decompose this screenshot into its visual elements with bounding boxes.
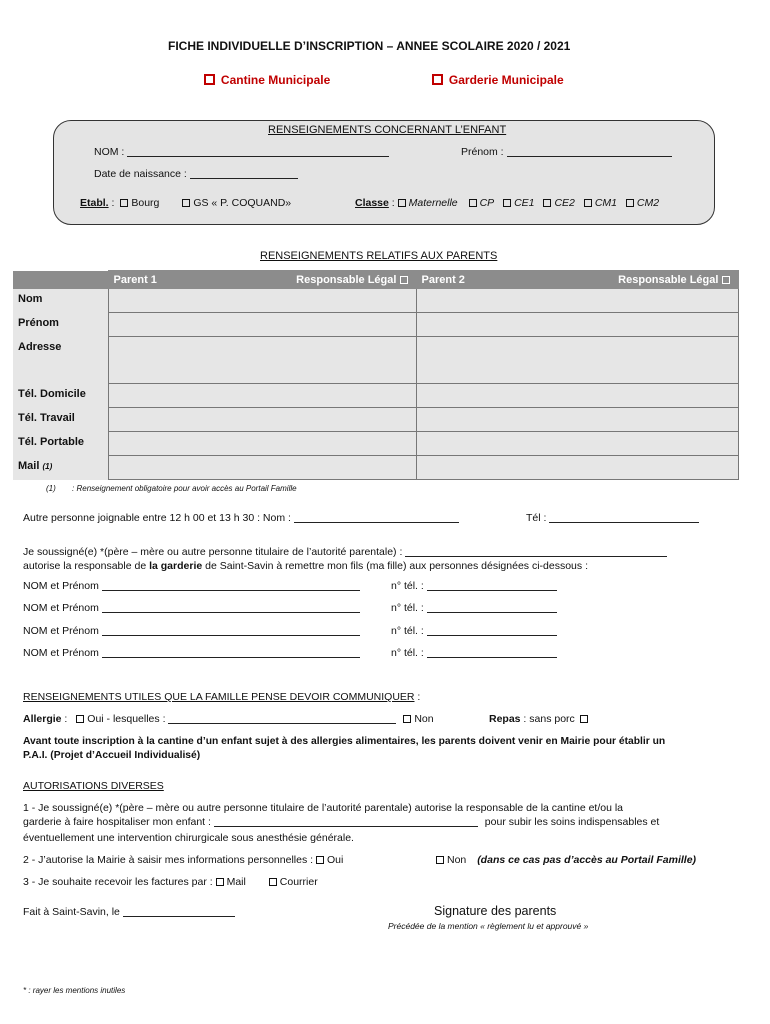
- utiles-heading-colon: :: [414, 691, 421, 703]
- repas-row[interactable]: [489, 713, 591, 725]
- cantine-label: Cantine Municipale: [220, 73, 331, 87]
- allergie-row: [23, 713, 434, 725]
- resp1-label: Responsable Légal: [296, 273, 397, 286]
- autre-personne-label: Autre personne joignable entre 12 h 00 et 13 h 30 : Nom :: [23, 512, 291, 524]
- enfant-section: [53, 120, 715, 225]
- soussigne-line2: [23, 560, 588, 572]
- col-parent2: Parent 2: [421, 273, 465, 286]
- checkbox-bourg[interactable]: [120, 199, 128, 207]
- autre-personne-line[interactable]: [294, 512, 459, 523]
- soussigne-line1[interactable]: [23, 546, 667, 558]
- personne-nom-label: NOM et Prénom: [23, 647, 99, 659]
- signature-note: Précédée de la mention « règlement lu et approuvé »: [388, 921, 589, 931]
- date-line[interactable]: [123, 906, 235, 917]
- checkbox-a2-oui[interactable]: [316, 856, 324, 864]
- autorisation-1-line2-pre: garderie à faire hospitaliser mon enfant :: [23, 816, 211, 828]
- personne-nom-label: NOM et Prénom: [23, 580, 99, 592]
- autorisation-2-text: 2 - J’autorise la Mairie à saisir mes informations personnelles :: [23, 854, 314, 866]
- personne-4-tel[interactable]: [391, 647, 557, 659]
- allergie-label: Allergie: [23, 713, 62, 725]
- autorisation-1-line3: éventuellement une intervention chirurgicale sous anesthésie générale.: [23, 832, 354, 844]
- footer-note: * : rayer les mentions inutiles: [23, 986, 126, 995]
- checkbox-ce2[interactable]: [543, 199, 551, 207]
- ce1-label: CE1: [514, 197, 535, 209]
- utiles-heading-row: [23, 691, 420, 703]
- checkbox-cantine[interactable]: [204, 74, 215, 85]
- mail-label: Mail: [18, 459, 40, 472]
- gs-label: GS « P. COQUAND»: [193, 197, 292, 209]
- enfant-heading: RENSEIGNEMENTS CONCERNANT L’ENFANT: [268, 124, 507, 136]
- allergie-oui[interactable]: [76, 713, 165, 725]
- table-row: [13, 313, 738, 337]
- parent2-tel-domicile-cell[interactable]: [416, 384, 738, 408]
- parents-heading: RENSEIGNEMENTS RELATIFS AUX PARENTS: [260, 250, 498, 262]
- naissance-field[interactable]: [94, 168, 298, 180]
- checkbox-resp1[interactable]: [400, 276, 408, 284]
- checkbox-ce1[interactable]: [503, 199, 511, 207]
- checkbox-garderie[interactable]: [432, 74, 443, 85]
- hospital-line[interactable]: [214, 816, 478, 827]
- etabl-colon: :: [108, 197, 115, 209]
- row-label-adresse: Adresse: [13, 337, 108, 384]
- soussigne-line2-pre: autorise la responsable de: [23, 560, 150, 572]
- autorisation-3: [23, 876, 318, 888]
- footnote-text: : Renseignement obligatoire pour avoir accès au Portail Famille: [72, 484, 297, 493]
- naissance-line[interactable]: [190, 168, 298, 179]
- resp2-label: Responsable Légal: [618, 273, 719, 286]
- checkbox-mail[interactable]: [216, 878, 224, 886]
- naissance-label: Date de naissance :: [94, 168, 187, 180]
- autorisations-heading: AUTORISATIONS DIVERSES: [23, 780, 164, 792]
- personne-tel-label: n° tél. :: [391, 580, 424, 592]
- etabl-row: [80, 197, 291, 209]
- classe-option-cm2[interactable]: [626, 197, 659, 209]
- checkbox-resp2[interactable]: [722, 276, 730, 284]
- personne-nom-line[interactable]: [102, 647, 360, 658]
- bourg-label: Bourg: [131, 197, 160, 209]
- autorisation-1-line2[interactable]: [23, 816, 659, 828]
- classe-label: Classe: [355, 197, 389, 209]
- personne-tel-line[interactable]: [427, 602, 557, 613]
- personne-1-tel[interactable]: [391, 580, 557, 592]
- row-label-tel-domicile: Tél. Domicile: [13, 384, 108, 408]
- autre-personne-field[interactable]: [23, 512, 459, 524]
- page-title: FICHE INDIVIDUELLE D’INSCRIPTION – ANNEE SCOLAIRE 2020 / 2021: [168, 39, 571, 53]
- personne-nom-label: NOM et Prénom: [23, 625, 99, 637]
- autre-tel-label: Tél :: [526, 512, 547, 524]
- nom-line[interactable]: [127, 146, 389, 157]
- classe-colon: :: [388, 197, 395, 209]
- personne-tel-line[interactable]: [427, 625, 557, 636]
- personne-3-tel[interactable]: [391, 625, 557, 637]
- row-label-mail: [13, 456, 108, 480]
- a2-note: (dans ce cas pas d’accès au Portail Famille): [477, 854, 697, 866]
- checkbox-courrier[interactable]: [269, 878, 277, 886]
- allergie-colon: :: [61, 713, 68, 725]
- parents-table: [13, 270, 739, 480]
- row-label-tel-portable: Tél. Portable: [13, 432, 108, 456]
- autorisation-1-line1: 1 - Je soussigné(e) *(père – mère ou autre personne titulaire de l’autorité parentale) autorise la responsable de la cantine et/ou la: [23, 802, 624, 814]
- checkbox-maternelle[interactable]: [398, 199, 406, 207]
- parent1-tel-domicile-cell[interactable]: [108, 384, 416, 408]
- parent2-nom-cell[interactable]: [416, 289, 738, 313]
- allergie-warning-1: Avant toute inscription à la cantine d’un enfant sujet à des allergies alimentaires, les parents doivent venir en Mairie pour établir un: [23, 736, 666, 747]
- personne-nom-line[interactable]: [102, 602, 360, 613]
- checkbox-cp[interactable]: [469, 199, 477, 207]
- mail-note-mark: (1): [42, 461, 53, 471]
- personne-1[interactable]: [23, 580, 360, 592]
- parent1-tel-travail-cell[interactable]: [108, 408, 416, 432]
- checkbox-sans-porc[interactable]: [580, 715, 588, 723]
- classe-option-ce1[interactable]: [503, 197, 534, 209]
- repas-text: : sans porc: [520, 713, 575, 725]
- checkbox-a2-non[interactable]: [436, 856, 444, 864]
- classe-row: [355, 197, 659, 209]
- personne-tel-line[interactable]: [427, 647, 557, 658]
- soussigne-line2-post: de Saint-Savin à remettre mon fils (ma fille) aux personnes désignées ci-dessous :: [202, 560, 588, 572]
- prenom-field[interactable]: [461, 146, 672, 158]
- autorisation-2: [23, 854, 343, 866]
- personne-nom-line[interactable]: [102, 625, 360, 636]
- autorisation-3-courrier[interactable]: [269, 876, 318, 888]
- checkbox-allergie-non[interactable]: [403, 715, 411, 723]
- personne-nom-line[interactable]: [102, 580, 360, 591]
- nom-label: NOM :: [94, 146, 125, 158]
- personne-4[interactable]: [23, 647, 360, 659]
- ce2-label: CE2: [554, 197, 575, 209]
- courrier-option-label: Courrier: [279, 876, 318, 888]
- fait-a[interactable]: [23, 906, 235, 918]
- fait-label: Fait à Saint-Savin, le: [23, 906, 120, 918]
- prenom-label: Prénom :: [461, 146, 504, 158]
- parent1-nom-cell[interactable]: [108, 289, 416, 313]
- parent2-tel-travail-cell[interactable]: [416, 408, 738, 432]
- parents-footnote: [46, 484, 297, 493]
- service-cantine[interactable]: [204, 73, 330, 87]
- col-resp2[interactable]: [618, 274, 732, 286]
- autre-personne-tel[interactable]: [526, 512, 699, 524]
- table-row: [13, 456, 738, 480]
- parents-table-header: [13, 271, 738, 289]
- allergie-non-label: Non: [414, 713, 434, 725]
- checkbox-cm1[interactable]: [584, 199, 592, 207]
- classe-option-ce2[interactable]: [543, 197, 574, 209]
- table-row: [13, 408, 738, 432]
- classe-option-cm1[interactable]: [584, 197, 617, 209]
- checkbox-gs[interactable]: [182, 199, 190, 207]
- autorisation-1-line2-post: pour subir les soins indispensables et: [484, 816, 660, 828]
- row-label-nom: Nom: [13, 289, 108, 313]
- table-row: [13, 289, 738, 313]
- maternelle-label: Maternelle: [408, 197, 458, 209]
- etabl-label: Etabl.: [80, 197, 109, 209]
- autorisation-2-oui[interactable]: [316, 854, 343, 866]
- personne-tel-label: n° tél. :: [391, 602, 424, 614]
- autorisation-3-text: 3 - Je souhaite recevoir les factures par :: [23, 876, 213, 888]
- mail-option-label: Mail: [226, 876, 246, 888]
- table-row: [13, 432, 738, 456]
- a2-oui-label: Oui: [326, 854, 344, 866]
- table-row: [13, 337, 738, 384]
- parent1-mail-cell[interactable]: [108, 456, 416, 480]
- parent2-mail-cell[interactable]: [416, 456, 738, 480]
- personne-tel-label: n° tél. :: [391, 625, 424, 637]
- checkbox-allergie-oui[interactable]: [76, 715, 84, 723]
- cm2-label: CM2: [636, 197, 660, 209]
- garderie-label: Garderie Municipale: [448, 73, 564, 87]
- soussigne-line1-text: Je soussigné(e) *(père – mère ou autre personne titulaire de l’autorité parentale) :: [23, 546, 403, 558]
- allergie-non[interactable]: [403, 713, 433, 725]
- signature-title: Signature des parents: [434, 904, 557, 918]
- autorisation-2-non[interactable]: [436, 854, 696, 866]
- checkbox-cm2[interactable]: [626, 199, 634, 207]
- a2-non-label: Non: [447, 854, 467, 866]
- prenom-line[interactable]: [507, 146, 672, 157]
- personne-nom-label: NOM et Prénom: [23, 602, 99, 614]
- soussigne-line[interactable]: [405, 546, 667, 557]
- allergie-oui-label: Oui - lesquelles :: [87, 713, 166, 725]
- etabl-option-gs[interactable]: [182, 197, 291, 209]
- utiles-heading: RENSEIGNEMENTS UTILES QUE LA FAMILLE PENSE DEVOIR COMMUNIQUER: [23, 691, 415, 703]
- repas-label: Repas: [489, 713, 521, 725]
- col-resp1[interactable]: [296, 274, 410, 286]
- row-label-prenom: Prénom: [13, 313, 108, 337]
- classe-option-maternelle[interactable]: [398, 197, 458, 209]
- allergie-warning-2: P.A.I. (Projet d’Accueil Individualisé): [23, 750, 201, 761]
- parent1-adresse-cell[interactable]: [108, 337, 416, 384]
- classe-option-cp[interactable]: [469, 197, 495, 209]
- service-garderie[interactable]: [432, 73, 564, 87]
- parent2-adresse-cell[interactable]: [416, 337, 738, 384]
- cm1-label: CM1: [594, 197, 617, 209]
- parent2-tel-portable-cell[interactable]: [416, 432, 738, 456]
- autre-tel-line[interactable]: [549, 512, 699, 523]
- personne-3[interactable]: [23, 625, 360, 637]
- autorisation-3-mail[interactable]: [216, 876, 246, 888]
- nom-field[interactable]: [94, 146, 389, 158]
- personne-2[interactable]: [23, 602, 360, 614]
- personne-tel-line[interactable]: [427, 580, 557, 591]
- soussigne-line2-bold: la garderie: [149, 560, 203, 572]
- row-label-tel-travail: Tél. Travail: [13, 408, 108, 432]
- parent1-prenom-cell[interactable]: [108, 313, 416, 337]
- personne-tel-label: n° tél. :: [391, 647, 424, 659]
- col-parent1: Parent 1: [113, 273, 157, 286]
- allergie-line[interactable]: [168, 713, 396, 724]
- cp-label: CP: [479, 197, 495, 209]
- table-row: [13, 384, 738, 408]
- parent2-prenom-cell[interactable]: [416, 313, 738, 337]
- footnote-mark: (1): [46, 484, 56, 493]
- parent1-tel-portable-cell[interactable]: [108, 432, 416, 456]
- personne-2-tel[interactable]: [391, 602, 557, 614]
- etabl-option-bourg[interactable]: [120, 197, 159, 209]
